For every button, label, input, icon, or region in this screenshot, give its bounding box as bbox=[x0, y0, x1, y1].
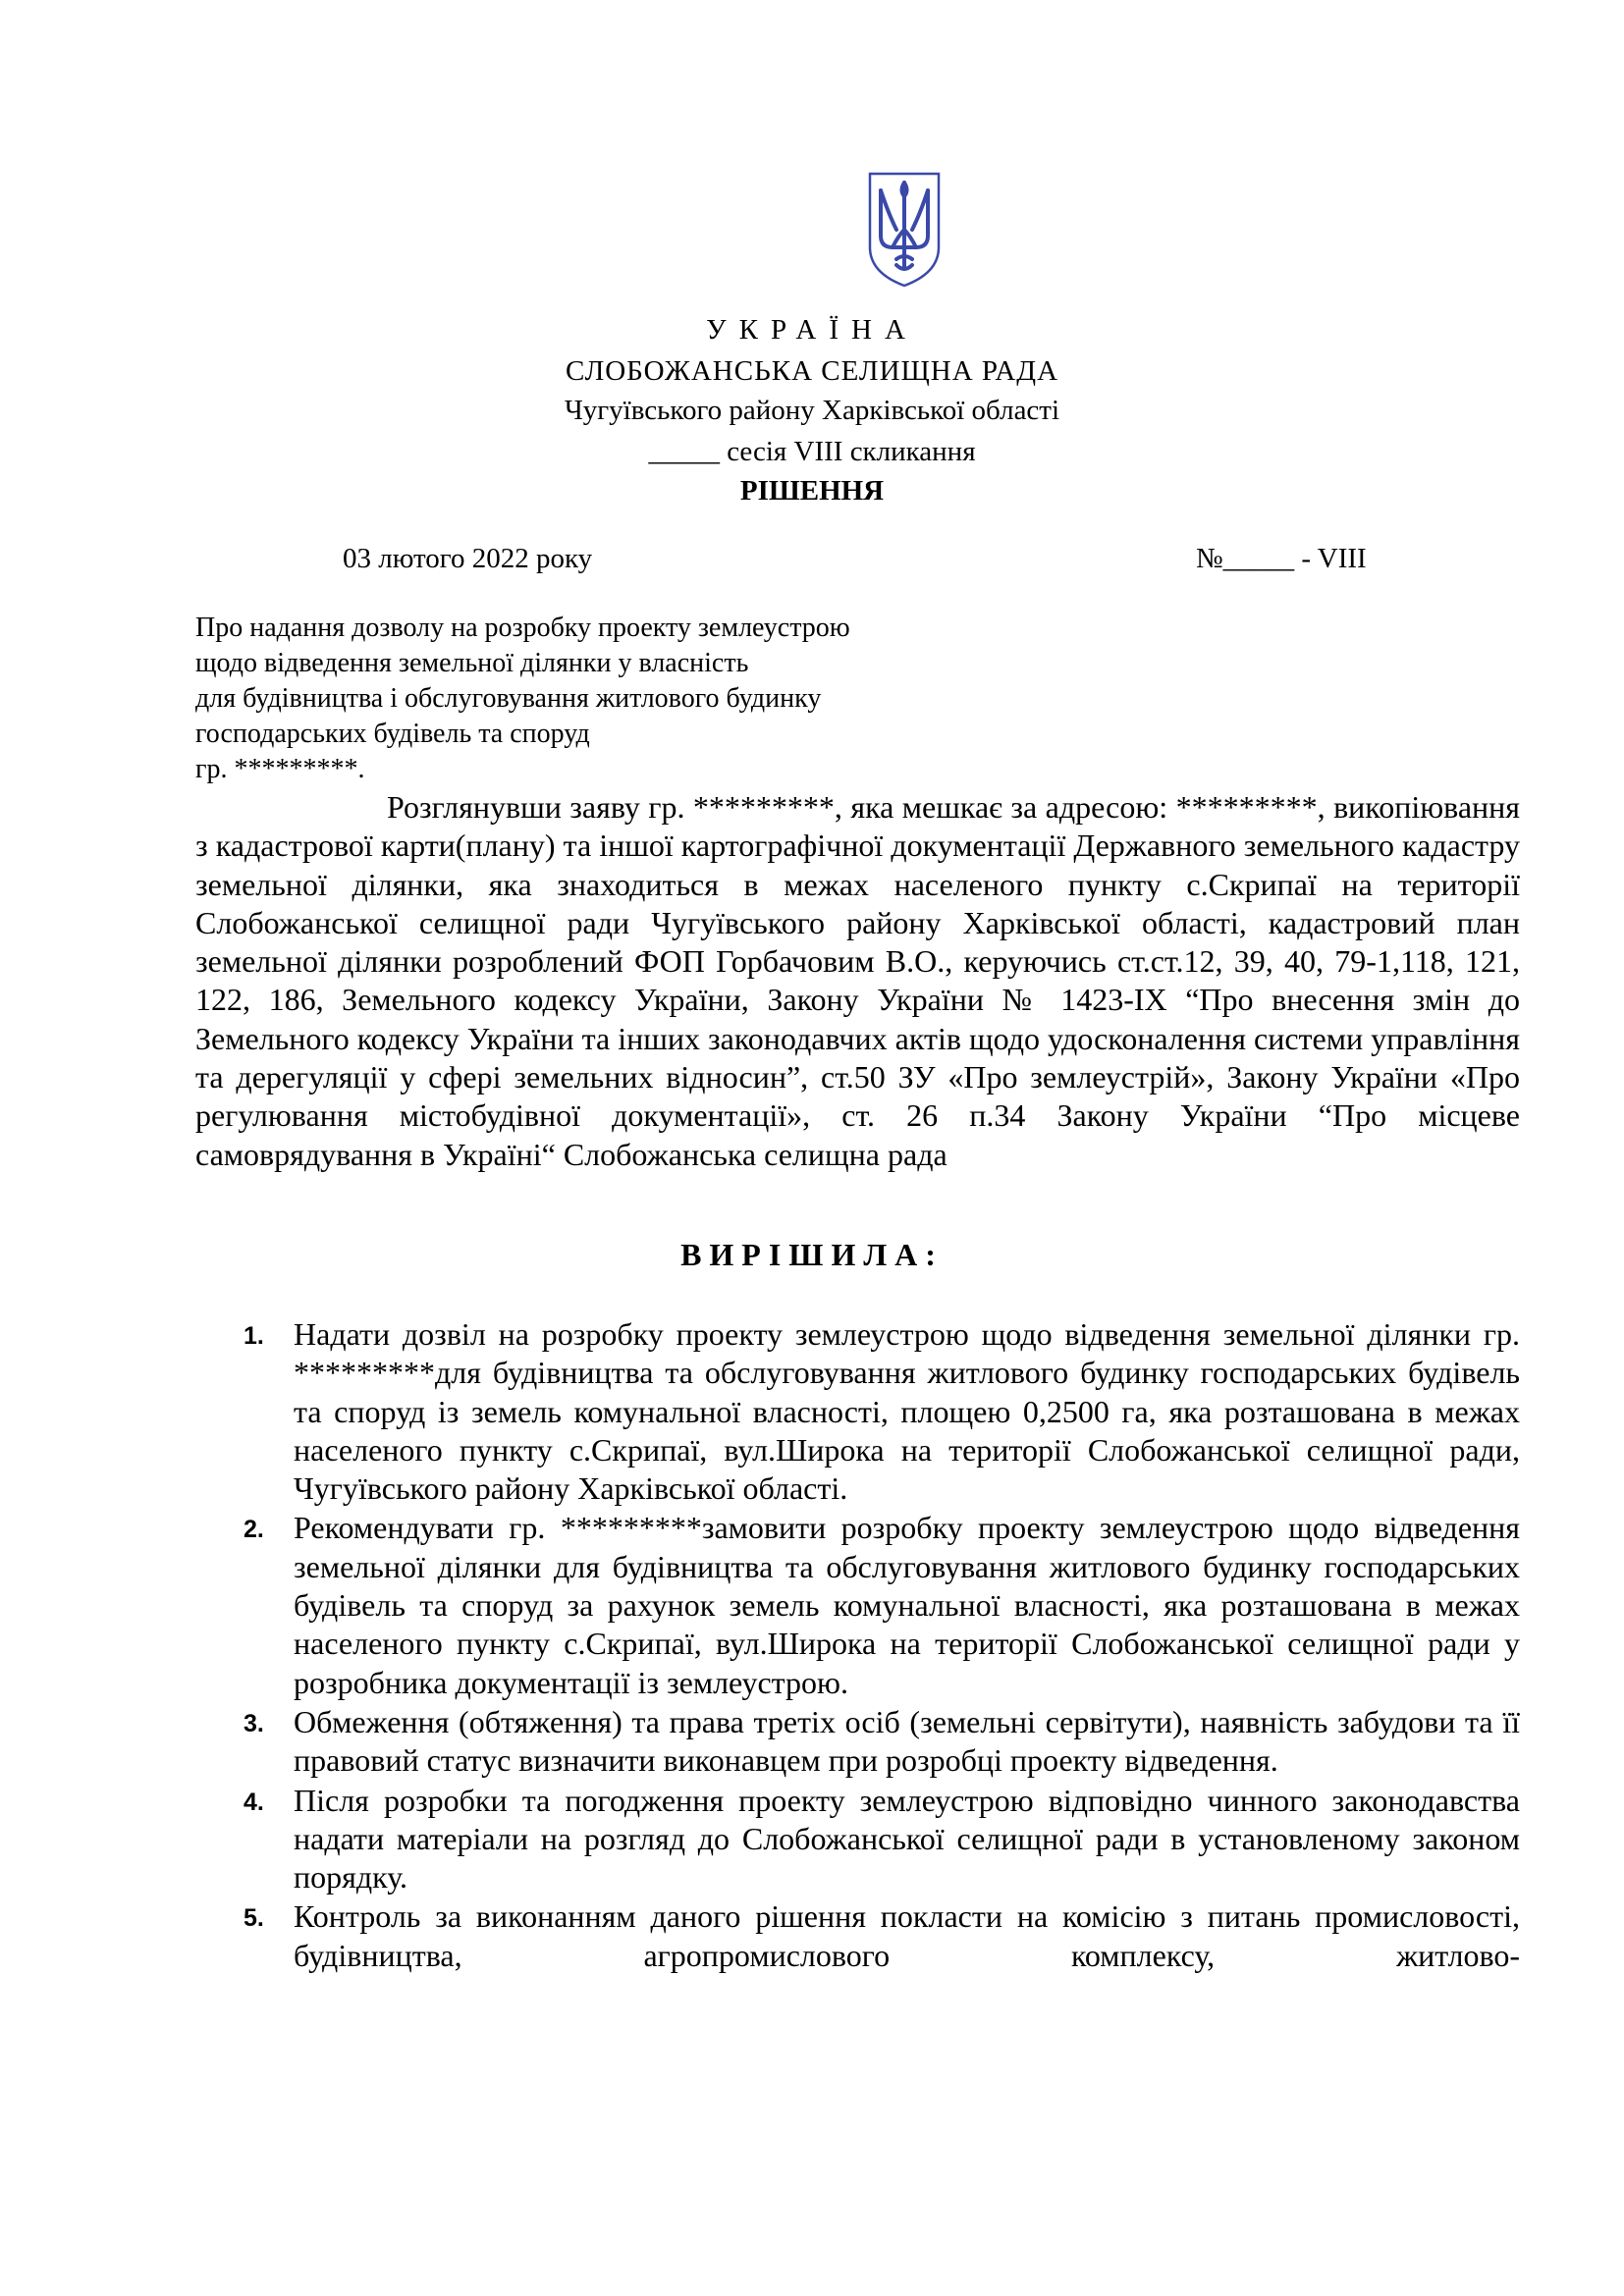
item-number: 4. bbox=[244, 1788, 264, 1816]
decision-date: 03 лютого 2022 року bbox=[343, 543, 593, 574]
resolved-heading: ВИРІШИЛА: bbox=[680, 1237, 944, 1272]
trident-coat-of-arms-icon bbox=[867, 171, 942, 289]
subject-line: щодо відведення земельної ділянки у власність bbox=[195, 648, 749, 678]
council-name: СЛОБОЖАНСЬКА СЕЛИЩНА РАДА bbox=[565, 355, 1059, 387]
list-item bbox=[244, 1897, 1520, 1975]
item-number: 2. bbox=[244, 1516, 264, 1544]
decision-title: РІШЕННЯ bbox=[739, 475, 885, 507]
subject-block bbox=[195, 611, 981, 787]
list-item bbox=[244, 1703, 1520, 1781]
session-line: _____ сесія VIII скликання bbox=[648, 436, 976, 467]
decision-number: №_____ - VIII bbox=[1196, 543, 1367, 574]
item-text: Після розробки та погодження проекту землеустрою відповідно чинного законодавства надати матеріали на розгляд до Слобожанської селищної ради в установленому законом порядку. bbox=[294, 1782, 1520, 1896]
list-item bbox=[244, 1509, 1520, 1701]
list-item bbox=[244, 1782, 1520, 1897]
subject-line: господарських будівель та споруд bbox=[195, 719, 590, 749]
preamble-paragraph: Розглянувши заяву гр. *********, яка мешкає за адресою: *********, викопіювання з кадастрової карти(плану) та іншої картографічної документації Державного земельного кадастру земельної ділянки, яка знаходиться в межах населеного пункту с.Скрипаї на території Слобожанської селищної ради Чугуївського району Харківської області, кадастровий план земельної ділянки розроблений ФОП Горбачовим В.О., керуючись ст.ст.12, 39, 40, 79-1,118, 121, 122, 186, Земельного кодексу України, Закону України № 1423-IX “Про внесення змін до Земельного кодексу України та інших законодавчих актів щодо удосконалення системи управління та дерегуляції у сфері земельних відносин”, ст.50 ЗУ «Про землеустрій», Закону України «Про регулювання містобудівної документації», ст. 26 п.34 Закону України “Про місцеве самоврядування в Україні“ Слобожанська селищна рада bbox=[195, 789, 1520, 1172]
decision-items-list bbox=[244, 1315, 1520, 1976]
country-title: УКРАЇНА bbox=[706, 314, 918, 346]
subject-line: гр. *********. bbox=[195, 754, 365, 784]
subject-line: для будівництва і обслуговування житлового будинку bbox=[195, 683, 822, 714]
district-line: Чугуївського району Харківської області bbox=[564, 395, 1060, 426]
item-text: Контроль за виконанням даного рішення покласти на комісію з питань промисловості, будівництва, агропромислового комплексу, житлово- bbox=[294, 1898, 1520, 1973]
item-number: 1. bbox=[244, 1322, 264, 1350]
item-text: Рекомендувати гр. *********замовити розробку проекту землеустрою щодо відведення земельної ділянки для будівництва та обслуговування житлового будинку господарських будівель та споруд за рахунок земель комунальної власності, яка розташована в межах населеного пункту с.Скрипаї, вул.Широка на території Слобожанської селищної ради у розробника документації із землеустрою. bbox=[294, 1510, 1520, 1700]
item-number: 3. bbox=[244, 1709, 264, 1737]
item-number: 5. bbox=[244, 1904, 264, 1933]
item-text: Надати дозвіл на розробку проекту землеустрою щодо відведення земельної ділянки гр. *********для будівництва та обслуговування житлового будинку господарських будівель та споруд із земель комунальної власності, площею 0,2500 га, яка розташована в межах населеного пункту с.Скрипаї, вул.Широка на території Слобожанської селищної ради, Чугуївського району Харківської області. bbox=[294, 1316, 1520, 1507]
list-item bbox=[244, 1315, 1520, 1508]
item-text: Обмеження (обтяження) та права третіх осіб (земельні сервітути), наявність забудови та її правовий статус визначити виконавцем при розробці проекту відведення. bbox=[294, 1703, 1520, 1779]
subject-line: Про надання дозволу на розробку проекту землеустрою bbox=[195, 613, 850, 643]
